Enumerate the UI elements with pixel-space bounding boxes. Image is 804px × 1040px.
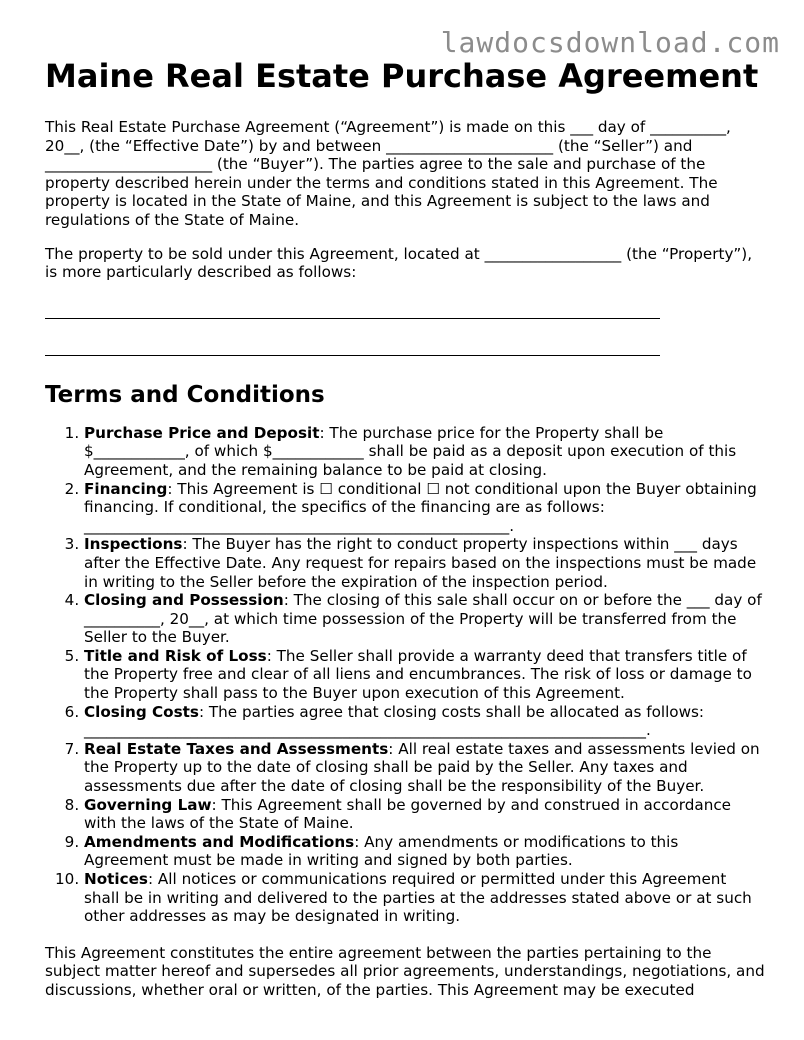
term-heading: Closing Costs [84, 702, 199, 721]
term-text: : The Seller shall provide a warranty deed that transfers title of the Property free and clear of all liens and encumbrances. The risk of loss or damage to the Property shall pass to the Buyer upon execution of this Agreement. [84, 646, 752, 703]
term-heading: Closing and Possession [84, 591, 284, 610]
term-text: : The closing of this sale shall occur on or before the ___ day of __________, 20__, at which time possession of the Property will be transferred from the Seller to the Buyer. [84, 591, 762, 647]
term-heading: Title and Risk of Loss [84, 646, 267, 665]
terms-list [45, 424, 765, 926]
intro-paragraph: This Real Estate Purchase Agreement (“Agreement”) is made on this ___ day of __________, 20__, (the “Effective Date”) by and between ______________________ (the “Seller”) and ______________________ (the “Buyer”). The parties agree to the sale and purchase of the property described herein under the terms and conditions stated in this Agreement. The property is located in the State of Maine, and this Agreement is subject to the laws and regulations of the State of Maine. [45, 118, 731, 229]
term-item [84, 591, 765, 647]
term-heading: Notices [84, 870, 148, 888]
term-item [84, 424, 765, 480]
term-text: : This Agreement is ☐ conditional ☐ not conditional upon the Buyer obtaining financing. If conditional, the specifics of the financing are as follows: ________________________________________________________. [84, 479, 757, 535]
term-item [84, 833, 765, 870]
term-heading: Purchase Price and Deposit [84, 423, 320, 442]
term-item [84, 796, 765, 833]
watermark: lawdocsdownload.com [440, 26, 780, 59]
term-item [84, 647, 765, 703]
section-heading-terms: Terms and Conditions [45, 381, 325, 408]
property-paragraph: The property to be sold under this Agreement, located at __________________ (the “Property”), is more particularly described as follows: [45, 244, 753, 282]
closing-paragraph: This Agreement constitutes the entire agreement between the parties pertaining to the subject matter hereof and supersedes all prior agreements, understandings, negotiations, and discussions, whether oral or written, of the parties. This Agreement may be executed [45, 943, 765, 999]
term-text: : Any amendments or modifications to this Agreement must be made in writing and signed by both parties. [84, 832, 679, 870]
document-title: Maine Real Estate Purchase Agreement [45, 57, 759, 95]
term-item [84, 740, 765, 796]
term-heading: Inspections [84, 535, 183, 554]
term-heading: Amendments and Modifications [84, 832, 355, 851]
term-heading: Financing [84, 479, 168, 498]
term-text: : All real estate taxes and assessments levied on the Property up to the date of closing shall be paid by the Seller. Any taxes and assessments due after the date of closing shall be the responsibility of the Buyer. [84, 739, 760, 796]
term-text: : All notices or communications required or permitted under this Agreement shall be in writing and delivered to the parties at the addresses stated above or at such other addresses as may be designated in writing. [84, 870, 752, 926]
document-page [45, 56, 765, 1000]
term-item [84, 703, 765, 740]
term-item [84, 535, 765, 591]
term-text: : The parties agree that closing costs shall be allocated as follows: __________________________________________________________________________. [84, 702, 705, 740]
term-item [84, 870, 765, 926]
property-description-line-1[interactable] [45, 318, 660, 319]
term-text: : The purchase price for the Property shall be $____________, of which $____________ shall be paid as a deposit upon execution of this Agreement, and the remaining balance to be paid at closing. [84, 423, 737, 479]
term-item [84, 480, 765, 536]
term-text: : The Buyer has the right to conduct property inspections within ___ days after the Effective Date. Any request for repairs based on the inspections must be made in writing to the Seller before the expiration of the inspection period. [84, 535, 757, 591]
term-heading: Governing Law [84, 795, 212, 814]
property-description-line-2[interactable] [45, 355, 660, 356]
term-heading: Real Estate Taxes and Assessments [84, 739, 389, 758]
term-text: : This Agreement shall be governed by and construed in accordance with the laws of the State of Maine. [84, 795, 732, 833]
